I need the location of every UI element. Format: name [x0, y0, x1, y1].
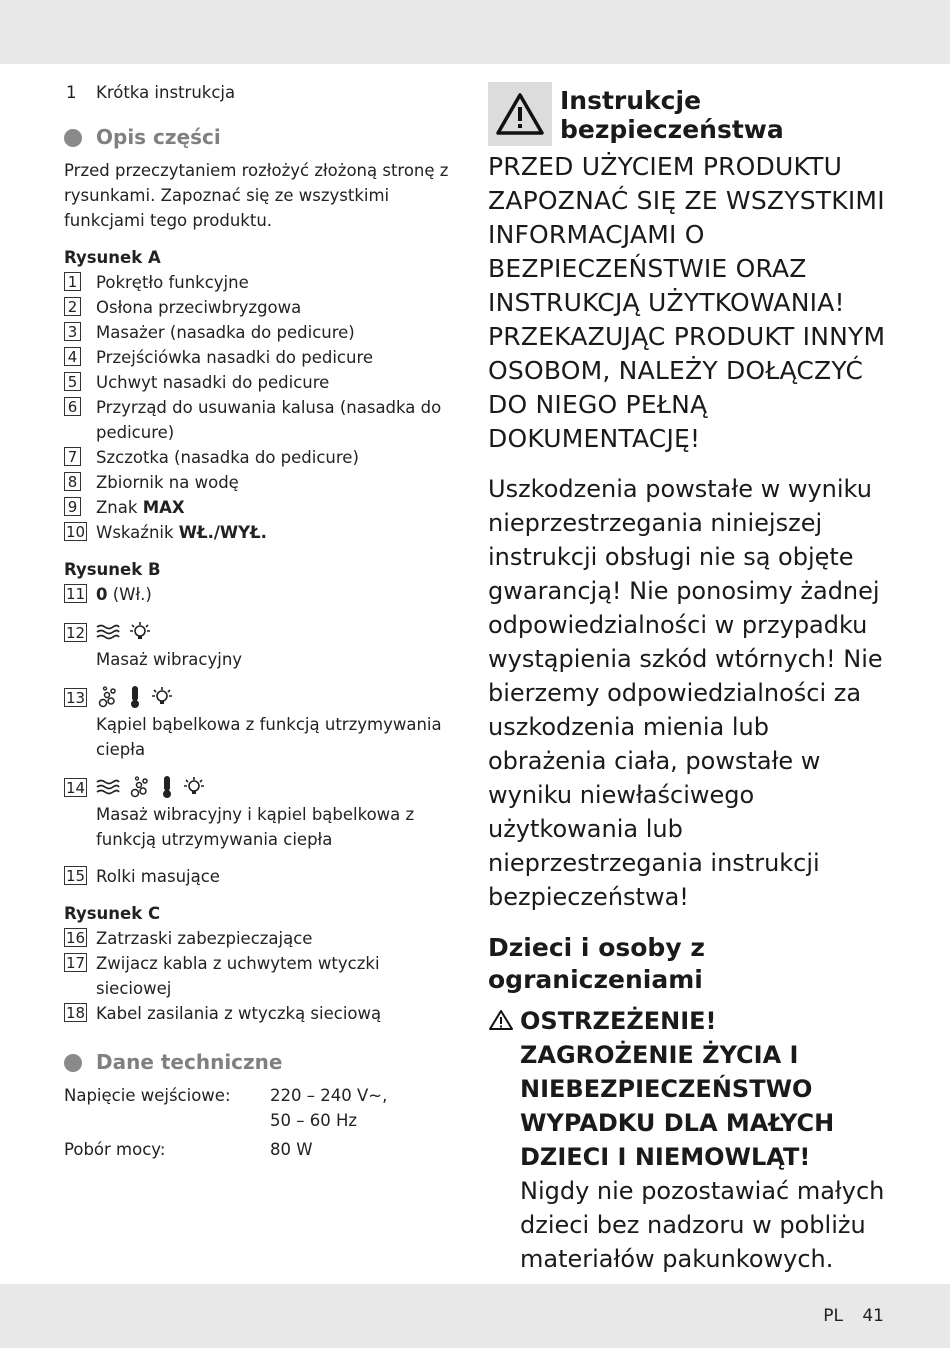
number-box: 16: [66, 929, 86, 947]
children-title: Dzieci i osoby z ograniczeniami: [488, 933, 705, 994]
list-item: [64, 370, 454, 395]
tech-label: Pobór mocy:: [64, 1140, 166, 1159]
tech-section-title-text: Dane techniczne: [96, 1050, 283, 1074]
figure-a-heading: Rysunek A: [64, 248, 161, 267]
page-number: 41: [862, 1306, 884, 1326]
number-box: 13: [66, 689, 86, 707]
tech-label: Napięcie wejściowe:: [64, 1086, 231, 1105]
number-box: 2: [64, 297, 81, 316]
thermometer-icon: [160, 775, 174, 799]
item-text: Masażer (nasadka do pedicure): [96, 323, 355, 342]
warranty-text: Uszkodzenia powstałe w wyniku nieprzestrzegania niniejszej instrukcji obsługi nie są objęte gwarancją! Nie ponosimy żadnej odpowiedzialności w przypadku wystąpienia szkód wtórnych! Nie bierzemy odpowiedzialności za uszkodzenia mienia lub obrażenia ciała, powstałe w wyniku niewłaściwego użytkowania lub nieprzestrzegania instrukcji bezpieczeństwa!: [488, 475, 883, 911]
parts-section-title-text: Opis części: [96, 125, 221, 149]
tech-section-title: [64, 1050, 454, 1075]
list-item: [64, 495, 454, 520]
list-item: [64, 582, 454, 607]
thermometer-icon: [128, 685, 142, 709]
symbol-item: [64, 682, 454, 762]
number-box: 1: [64, 272, 81, 291]
safety-title: [560, 86, 784, 144]
list-item: [64, 864, 454, 889]
wave-icon: [96, 778, 120, 796]
light-icon: [128, 620, 152, 644]
number-box: 18: [66, 1004, 86, 1022]
parts-intro: Przed przeczytaniem rozłożyć złożoną stronę z rysunkami. Zapoznać się ze wszystkimi funkcjami tego produktu.: [64, 161, 449, 230]
caps-notice: PRZED UŻYCIEM PRODUKTU ZAPOZNAĆ SIĘ ZE WSZYSTKIMI INFORMACJAMI O BEZPIECZEŃSTWIE ORAZ INSTRUKCJĄ UŻYTKOWANIA! PRZEKAZUJĄC PRODUKT INNYM OSOBOM, NALEŻY DOŁĄCZYĆ DO NIEGO PEŁNĄ DOKUMENTACJĘ!: [488, 152, 886, 453]
figure-b-heading: Rysunek B: [64, 560, 161, 579]
list-item: [64, 470, 454, 495]
tech-row: [64, 1083, 454, 1133]
warning-block: [488, 1004, 888, 1276]
bullet-icon: [64, 1054, 82, 1072]
symbol-description: Masaż wibracyjny i kąpiel bąbelkowa z funkcją utrzymywania ciepła: [96, 805, 415, 849]
list-item: [64, 520, 454, 545]
page-footer: [809, 1306, 884, 1326]
number-box: 7: [64, 447, 81, 466]
warning-box: [488, 82, 552, 146]
item-text: Kabel zasilania z wtyczką sieciową: [96, 1004, 382, 1023]
number-box: 14: [66, 779, 86, 797]
parts-section-title: [64, 125, 454, 150]
number-box: 6: [64, 397, 81, 416]
item-text-bold: MAX: [142, 498, 185, 517]
list-item: [64, 445, 454, 470]
item-text: Przejściówka nasadki do pedicure: [96, 348, 374, 367]
list-item: [64, 320, 454, 345]
item-text-bold: WŁ./WYŁ.: [178, 523, 267, 542]
warning-triangle-icon: [495, 92, 545, 136]
warning-caps: OSTRZEŻENIE! ZAGROŻENIE ŻYCIA I NIEBEZPIECZEŃSTWO WYPADKU DLA MAŁYCH DZIECI I NIEMOWLĄT!: [520, 1007, 835, 1171]
light-icon: [150, 685, 174, 709]
symbol-description: Masaż wibracyjny: [96, 650, 243, 669]
figure-c-heading: Rysunek C: [64, 904, 161, 923]
number-box: 8: [64, 472, 81, 491]
item-text: Rolki masujące: [96, 867, 220, 886]
bullet-icon: [64, 129, 82, 147]
item-text: Znak: [96, 498, 143, 517]
number-box: 10: [66, 523, 86, 541]
tech-value-line: 50 – 60 Hz: [270, 1111, 358, 1130]
item-text: (Wł.): [107, 585, 152, 604]
item-text: Zwijacz kabla z uchwytem wtyczki sieciowej: [96, 954, 380, 998]
number-box: 11: [66, 585, 86, 603]
footer-band: [0, 1284, 950, 1348]
number-box: 4: [64, 347, 81, 366]
header-band: [0, 0, 950, 64]
chapter-title: Krótka instrukcja: [96, 83, 236, 102]
tech-row: [64, 1137, 454, 1162]
warning-text: Nigdy nie pozostawiać małych dzieci bez nadzoru w pobliżu materiałów pakunkowych.: [520, 1177, 885, 1273]
symbol-item: [64, 772, 454, 852]
item-text: Zbiornik na wodę: [96, 473, 239, 492]
tech-value: [270, 1083, 387, 1133]
list-item: [64, 951, 454, 1001]
chapter-heading: [64, 80, 454, 105]
chapter-number: 1: [66, 83, 77, 102]
tech-value-line: 220 – 240 V~,: [270, 1086, 388, 1105]
left-column: [64, 80, 454, 1166]
item-text-bold: 0: [96, 585, 108, 604]
item-text: Wskaźnik: [96, 523, 179, 542]
item-text: Pokrętło funkcyjne: [96, 273, 249, 292]
item-text: Osłona przeciwbryzgowa: [96, 298, 302, 317]
warning-small-icon: [488, 1009, 514, 1031]
item-text: Zatrzaski zabezpieczające: [96, 929, 313, 948]
number-box: 5: [64, 372, 81, 391]
item-text: Uchwyt nasadki do pedicure: [96, 373, 330, 392]
list-item: [64, 295, 454, 320]
bubbles-icon: [96, 685, 120, 709]
tech-table: [64, 1083, 454, 1162]
number-box: 3: [64, 322, 81, 341]
list-item: [64, 926, 454, 951]
wave-icon: [96, 623, 120, 641]
list-item: [64, 395, 454, 445]
item-text: Szczotka (nasadka do pedicure): [96, 448, 359, 467]
number-box: 17: [66, 954, 86, 972]
safety-title-line: Instrukcje: [560, 86, 702, 115]
footer-language: PL: [823, 1306, 843, 1326]
number-box: 15: [66, 867, 86, 885]
number-box: 12: [66, 624, 86, 642]
number-box: 9: [64, 497, 81, 516]
list-item: [64, 270, 454, 295]
safety-title-line: bezpieczeństwa: [560, 115, 784, 144]
list-item: [64, 1001, 454, 1026]
item-text: Przyrząd do usuwania kalusa (nasadka do pedicure): [96, 398, 442, 442]
right-column: [488, 82, 888, 1276]
symbol-description: Kąpiel bąbelkowa z funkcją utrzymywania ciepła: [96, 715, 442, 759]
safety-heading: [488, 82, 888, 146]
symbol-item: [64, 617, 454, 672]
light-icon: [182, 775, 206, 799]
tech-value: 80 W: [270, 1140, 313, 1159]
bubbles-icon: [128, 775, 152, 799]
list-item: [64, 345, 454, 370]
